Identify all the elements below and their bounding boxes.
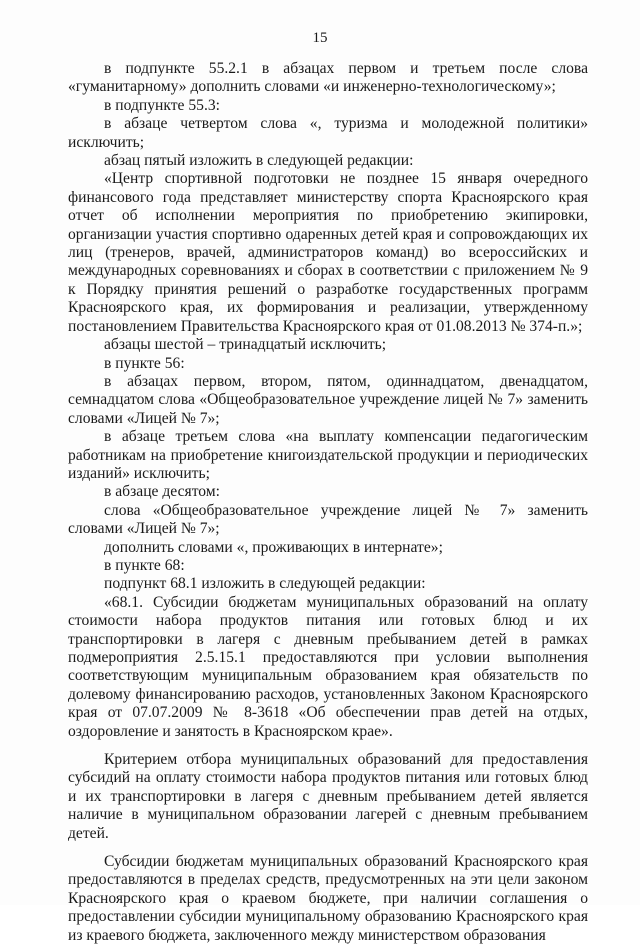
paragraph: в абзацах первом, втором, пятом, одиннадцатом, двенадцатом, семнадцатом слова «Общеобразовательное учреждение лицей № 7» заменить словами «Лицей № 7»; xyxy=(68,372,588,427)
paragraph: в абзаце десятом: xyxy=(104,483,221,501)
paragraph: в подпункте 55.3: xyxy=(104,96,221,114)
paragraph: абзац пятый изложить в следующей редакции: xyxy=(104,152,414,170)
document-body xyxy=(68,60,588,945)
paragraph: Критерием отбора муниципальных образований для предоставления субсидий на оплату стоимости набора продуктов питания или готовых блюд и их транспортировки в лагеря с дневным пребыванием детей является наличие в муниципальном образовании лагерей с дневным пребыванием детей. xyxy=(68,751,588,842)
paragraph: в абзаце третьем слова «на выплату компенсации педагогическим работникам на приобретение книгоиздательской продукции и периодических изданий» исключить; xyxy=(68,428,588,482)
paragraph: в пункте 68: xyxy=(104,556,185,574)
paragraph: подпункт 68.1 изложить в следующей редакции: xyxy=(104,575,426,593)
paragraph: «68.1. Субсидии бюджетам муниципальных образований на оплату стоимости набора продуктов питания или готовых блюд и их транспортировки в лагеря с дневным пребыванием детей в рамках подмероприятия 2.5.15.1 предоставляются при условии выполнения соответствующим муниципальным образованием края обязательств по долевому финансированию расходов, установленных Законом Красноярского края от 07.07.2009 № 8-3618 «Об обеспечении прав детей на отдых, оздоровление и занятость в Красноярском крае». xyxy=(68,593,588,740)
paragraph: в пункте 56: xyxy=(104,354,185,372)
page-number: 15 xyxy=(312,30,328,46)
paragraph: дополнить словами «, проживающих в интернате»; xyxy=(104,538,443,556)
paragraph: абзацы шестой – тринадцатый исключить; xyxy=(104,336,387,354)
paragraph: в абзаце четвертом слова «, туризма и молодежной политики» исключить; xyxy=(68,115,588,151)
paragraph: «Центр спортивной подготовки не позднее 15 января очередного финансового года представляет министерству спорта Красноярского края отчет об исполнении мероприятия по приобретению экипировки, организации участия спортивно одаренных детей края и сопровождающих их лиц (тренеров, врачей, администраторов команд) во всероссийских и международных соревнованиях и сборах в соответствии с приложением № 9 к Порядку принятия решений о разработке государственных программ Красноярского края, их формирования и реализации, утвержденному постановлением Правительства Красноярского края от 01.08.2013 № 374-п.»; xyxy=(68,170,588,335)
paragraph: в подпункте 55.2.1 в абзацах первом и третьем после слова «гуманитарному» дополнить словами «и инженерно-технологическому»; xyxy=(68,60,588,96)
paragraph: слова «Общеобразовательное учреждение лицей № 7» заменить словами «Лицей № 7»; xyxy=(68,501,588,538)
paragraph: Субсидии бюджетам муниципальных образований Красноярского края предоставляются в пределах средств, предусмотренных на эти цели законом Красноярского края о краевом бюджете, при наличии соглашения о предоставлении субсидии муниципальному образованию Красноярского края из краевого бюджета, заключенного между министерством образования xyxy=(68,853,588,944)
